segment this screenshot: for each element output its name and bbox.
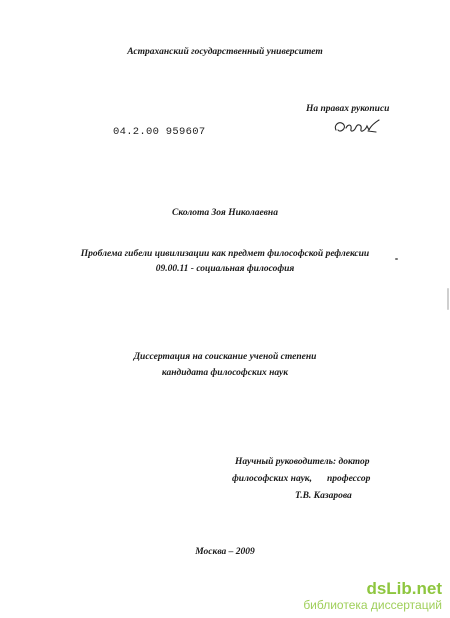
dissertation-title: Проблема гибели цивилизации как предмет философской рефлексии <box>80 249 370 259</box>
degree-line-2: кандидата философских наук <box>161 368 289 378</box>
watermark-logo: dsLib.net <box>366 579 442 598</box>
scan-edge-mark <box>447 288 449 310</box>
advisor-line-1: Научный руководитель: доктор <box>235 457 370 467</box>
watermark-subtitle: библиотека диссертаций <box>303 598 442 612</box>
specialty-code: 09.00.11 - социальная философия <box>155 264 295 274</box>
advisor-rank: профессор <box>327 474 371 484</box>
university-name: Астраханский государственный университет <box>127 47 323 57</box>
stamp-code: 04.2.00 959607 <box>113 126 206 138</box>
author-name: Сколота Зоя Николаевна <box>172 208 278 218</box>
advisor-line-2: философских наук, <box>232 474 312 484</box>
city-year: Москва – 2009 <box>195 547 255 557</box>
handwritten-signature <box>332 116 382 138</box>
advisor-name: Т.В. Казарова <box>295 491 352 501</box>
scan-speck <box>395 258 398 260</box>
degree-line-1: Диссертация на соискание ученой степени <box>133 352 317 362</box>
dslib-watermark <box>303 580 442 612</box>
rights-note: На правах рукописи <box>306 104 390 114</box>
